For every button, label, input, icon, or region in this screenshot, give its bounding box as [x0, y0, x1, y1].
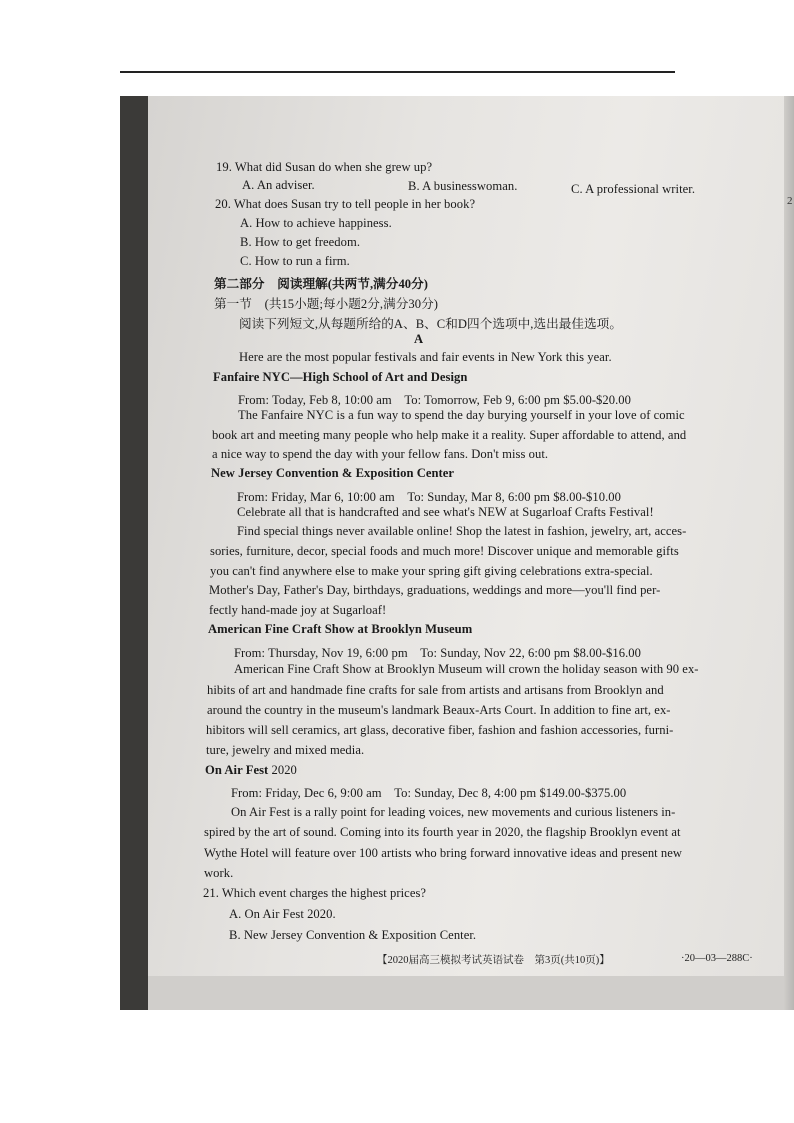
page-edge-mark: 2 — [787, 195, 793, 207]
event-4-title — [205, 763, 297, 778]
q20-option-c: C. How to run a firm. — [240, 254, 350, 268]
event-3-text: hibits of art and handmade fine crafts for sale from artists and artisans from Brooklyn and — [207, 683, 664, 697]
passage-letter: A — [414, 332, 424, 346]
instruction: 阅读下列短文,从每题所给的A、B、C和D四个选项中,选出最佳选项。 — [239, 317, 622, 331]
q20-option-a: A. How to achieve happiness. — [240, 216, 392, 230]
event-2-title: New Jersey Convention & Exposition Center — [211, 466, 455, 480]
paper-edge — [784, 96, 794, 1010]
event-3-text: American Fine Craft Show at Brooklyn Museum will crown the holiday season with 90 ex- — [234, 662, 699, 676]
question-19: 19. What did Susan do when she grew up? — [216, 160, 433, 174]
event-1-text: book art and meeting many people who help make it a reality. Super affordable to attend, and — [212, 428, 687, 442]
event-2-text: Celebrate all that is handcrafted and see what's NEW at Sugarloaf Crafts Festival! — [237, 505, 654, 519]
event-2-time: From: Friday, Mar 6, 10:00 am To: Sunday, Mar 8, 6:00 pm $8.00-$10.00 — [237, 490, 621, 504]
event-2-text: you can't find anywhere else to make your spring gift giving celebrations extra-special. — [210, 564, 653, 578]
q19-option-c: C. A professional writer. — [571, 182, 696, 196]
event-4-text: On Air Fest is a rally point for leading voices, new movements and curious listeners in- — [231, 805, 676, 819]
event-3-text: ture, jewelry and mixed media. — [206, 743, 365, 757]
event-1-text: The Fanfaire NYC is a fun way to spend the day burying yourself in your love of comic — [238, 408, 685, 422]
q19-option-a: A. An adviser. — [242, 178, 315, 192]
page-footer: 【2020届高三模拟考试英语试卷 第3页(共10页)】 — [377, 955, 610, 966]
event-4-title-name: On Air Fest — [205, 763, 269, 777]
q20-option-b: B. How to get freedom. — [240, 235, 361, 249]
paper-shadow — [148, 976, 794, 1010]
q19-option-b: B. A businesswoman. — [408, 179, 518, 193]
exam-code: ·20—03—288C· — [681, 953, 753, 964]
event-4-text: work. — [204, 866, 234, 880]
part2-heading: 第二部分 阅读理解(共两节,满分40分) — [214, 277, 429, 291]
event-2-text: Mother's Day, Father's Day, birthdays, graduations, weddings and more—you'll find per- — [209, 583, 661, 597]
passage-intro: Here are the most popular festivals and fair events in New York this year. — [239, 350, 612, 364]
event-4-title-year: 2020 — [268, 763, 297, 777]
top-rule — [120, 71, 675, 73]
question-20: 20. What does Susan try to tell people in her book? — [215, 197, 476, 211]
event-1-title: Fanfaire NYC—High School of Art and Design — [213, 370, 468, 384]
event-1-time: From: Today, Feb 8, 10:00 am To: Tomorrow, Feb 9, 6:00 pm $5.00-$20.00 — [238, 393, 631, 407]
question-21: 21. Which event charges the highest prices? — [203, 886, 427, 900]
event-4-text: spired by the art of sound. Coming into its fourth year in 2020, the flagship Brooklyn event at — [204, 825, 681, 839]
event-3-text: around the country in the museum's landmark Beaux-Arts Court. In addition to fine art, ex- — [207, 703, 671, 717]
q21-option-b: B. New Jersey Convention & Exposition Center. — [229, 928, 477, 942]
event-3-time: From: Thursday, Nov 19, 6:00 pm To: Sunday, Nov 22, 6:00 pm $8.00-$16.00 — [234, 646, 641, 660]
event-4-time: From: Friday, Dec 6, 9:00 am To: Sunday, Dec 8, 4:00 pm $149.00-$375.00 — [231, 786, 627, 800]
event-2-text: sories, furniture, decor, special foods and much more! Discover unique and memorable gifts — [210, 544, 679, 558]
event-2-text: fectly hand-made joy at Sugarloaf! — [209, 603, 387, 617]
event-3-title: American Fine Craft Show at Brooklyn Museum — [208, 622, 473, 636]
event-1-text: a nice way to spend the day with your fellow fans. Don't miss out. — [212, 447, 549, 461]
event-2-text: Find special things never available online! Shop the latest in fashion, jewelry, art, acces- — [237, 524, 687, 538]
event-3-text: hibitors will sell ceramics, art glass, decorative fiber, fashion and fashion accessories, furni- — [206, 723, 674, 737]
q21-option-a: A. On Air Fest 2020. — [229, 907, 336, 921]
event-4-text: Wythe Hotel will feature over 100 artists who bring forward innovative ideas and present new — [204, 846, 683, 860]
section1-heading: 第一节 (共15小题;每小题2分,满分30分) — [214, 297, 438, 311]
